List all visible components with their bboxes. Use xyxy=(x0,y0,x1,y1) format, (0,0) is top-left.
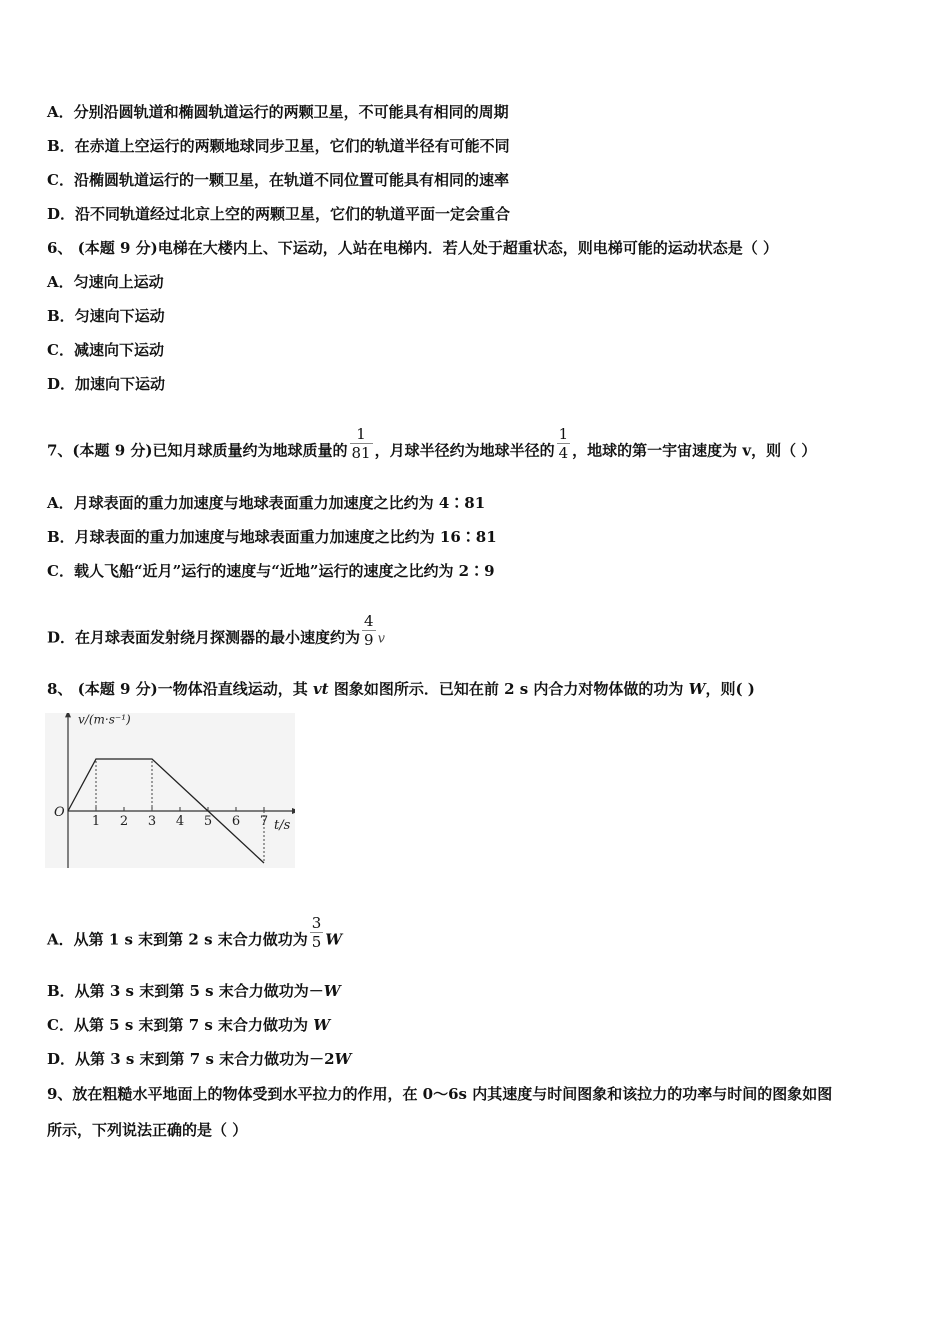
q5-option-b: B．在赤道上空运行的两颗地球同步卫星，它们的轨道半径有可能不同 xyxy=(47,137,510,155)
q7-option-d-num: 4 xyxy=(364,612,374,630)
q8-option-b xyxy=(47,981,341,1001)
q6-option-c: C．减速向下运动 xyxy=(47,341,164,359)
q8-option-b-w: W xyxy=(323,982,341,1000)
q8-stem-part3: ，则( ) xyxy=(705,680,755,698)
x-tick-label: 5 xyxy=(203,814,213,829)
x-tick-label: 4 xyxy=(175,814,185,829)
q7-option-d xyxy=(47,612,385,657)
q7-option-d-fraction xyxy=(362,612,376,649)
q6-option-b: B．匀速向下运动 xyxy=(47,307,165,325)
q8-option-d-w: W xyxy=(334,1050,352,1068)
q8-option-a xyxy=(47,914,343,959)
q6-stem: 6、 (本题 9 分)电梯在大楼内上、下运动，人站在电梯内．若人处于超重状态，则电梯可能的运动状态是（ ） xyxy=(47,239,778,257)
q8-stem-part2: 图象如图所示．已知在前 2 s 内合力对物体做的功为 xyxy=(328,680,689,698)
x-axis-label: t/s xyxy=(274,818,291,833)
q8-option-d xyxy=(47,1049,351,1069)
q8-option-d-text: D．从第 3 s 末到第 7 s 末合力做功为－2 xyxy=(47,1050,335,1068)
q7-option-d-den: 9 xyxy=(364,631,374,649)
q8-option-c xyxy=(47,1015,330,1035)
q7-option-a: A．月球表面的重力加速度与地球表面重力加速度之比约为 4∶81 xyxy=(47,494,486,512)
q6-option-a: A．匀速向上运动 xyxy=(47,273,164,291)
x-tick-label: 2 xyxy=(119,814,129,829)
origin-label: O xyxy=(54,805,65,820)
q8-stem-w: W xyxy=(688,680,706,698)
x-tick-label: 6 xyxy=(231,814,241,829)
q5-option-d: D．沿不同轨道经过北京上空的两颗卫星，它们的轨道平面一定会重合 xyxy=(47,205,511,223)
vt-graph-background xyxy=(45,713,295,868)
x-tick-label: 7 xyxy=(259,814,269,829)
q8-option-c-text: C．从第 5 s 末到第 7 s 末合力做功为 xyxy=(47,1016,314,1034)
q7-fraction-radius-den: 4 xyxy=(558,444,569,462)
y-axis-label: v/(m·s⁻¹) xyxy=(78,713,131,727)
q7-option-b: B．月球表面的重力加速度与地球表面重力加速度之比约为 16∶81 xyxy=(47,528,497,546)
q8-option-a-num: 3 xyxy=(311,914,322,932)
q7-stem xyxy=(47,425,817,470)
x-tick-label: 1 xyxy=(91,814,101,829)
q8-option-a-fraction xyxy=(310,914,324,951)
q7-fraction-mass-den: 81 xyxy=(351,444,371,462)
q7-option-d-var: v xyxy=(377,631,385,647)
q7-fraction-radius-num: 1 xyxy=(558,425,569,443)
q7-stem-part1: 7、(本题 9 分)已知月球质量约为地球质量的 xyxy=(47,441,348,460)
q8-option-c-w: W xyxy=(313,1016,331,1034)
q8-option-a-den: 5 xyxy=(311,933,322,951)
q8-option-a-text: A．从第 1 s 末到第 2 s 末合力做功为 xyxy=(47,930,308,949)
q9-stem-line1: 9、放在粗糙水平地面上的物体受到水平拉力的作用，在 0～6s 内其速度与时间图象和该拉力的功率与时间的图象如图 xyxy=(47,1085,833,1103)
q7-option-c: C．载人飞船“近月”运行的速度与“近地”运行的速度之比约为 2∶9 xyxy=(47,562,495,580)
q5-option-c: C．沿椭圆轨道运行的一颗卫星，在轨道不同位置可能具有相同的速率 xyxy=(47,171,509,189)
vt-graph xyxy=(45,713,295,868)
q8-option-a-w: W xyxy=(325,930,343,949)
q6-option-d: D．加速向下运动 xyxy=(47,375,166,393)
q7-fraction-radius xyxy=(557,425,571,462)
q9-stem-line2: 所示，下列说法正确的是（ ） xyxy=(47,1121,248,1139)
q7-fraction-mass xyxy=(350,425,373,462)
q8-stem-vt: vt xyxy=(312,680,329,698)
q7-option-d-text: D．在月球表面发射绕月探测器的最小速度约为 xyxy=(47,628,361,647)
q7-fraction-mass-num: 1 xyxy=(356,425,366,443)
q8-stem-part1: 8、 (本题 9 分)一物体沿直线运动，其 xyxy=(47,680,313,698)
x-tick-label: 3 xyxy=(147,814,157,829)
q8-stem xyxy=(47,679,755,699)
q5-option-a: A．分别沿圆轨道和椭圆轨道运行的两颗卫星，不可能具有相同的周期 xyxy=(47,103,509,121)
q7-stem-part2: ，月球半径约为地球半径的 xyxy=(374,441,555,460)
q7-stem-part3: ，地球的第一宇宙速度为 v，则（ ） xyxy=(572,441,817,460)
q8-option-b-text: B．从第 3 s 末到第 5 s 末合力做功为－ xyxy=(47,982,324,1000)
